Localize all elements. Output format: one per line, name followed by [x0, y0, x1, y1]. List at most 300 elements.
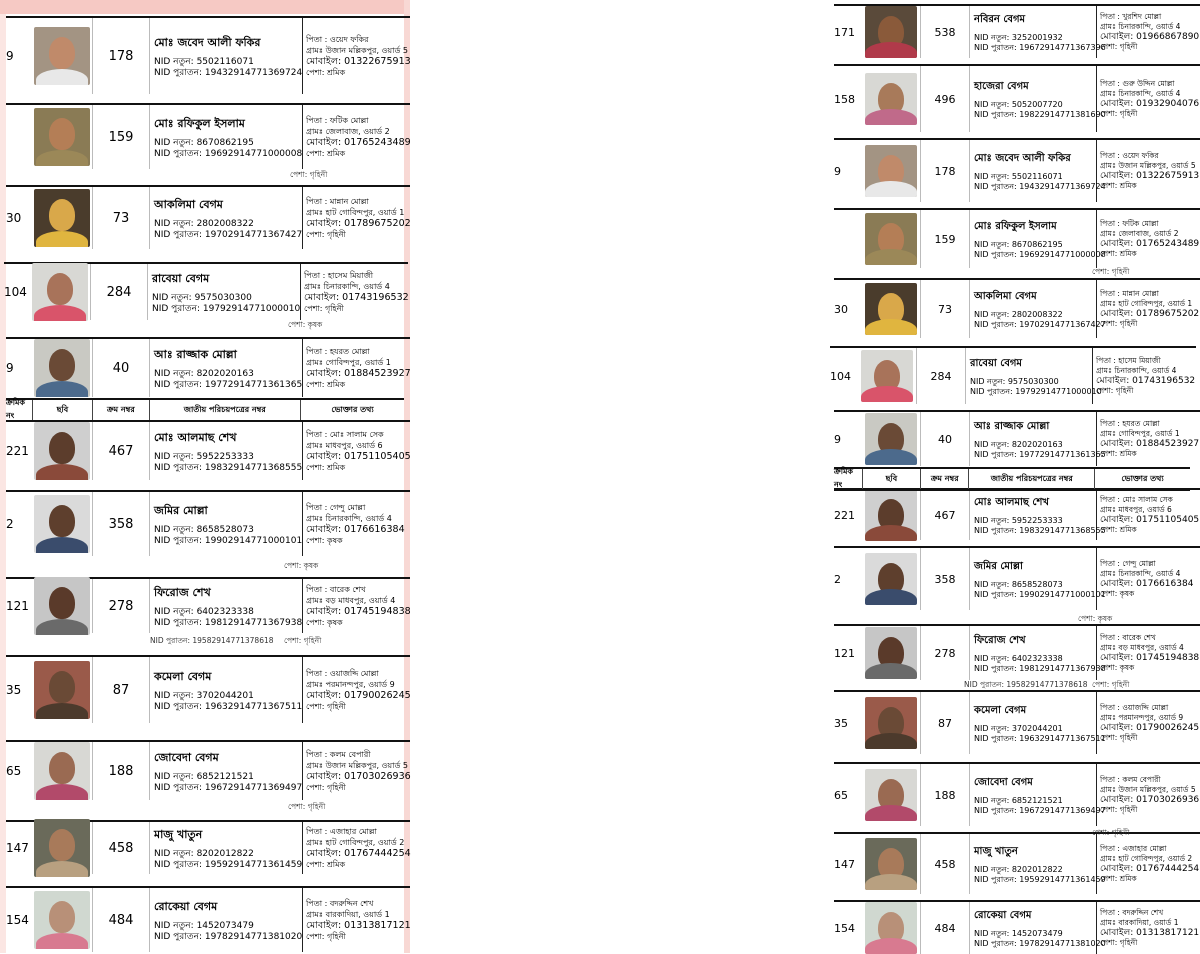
voter-photo — [862, 834, 920, 894]
mobile-number: মোবাইল: 0176616384 — [1100, 579, 1194, 589]
portrait-image — [865, 6, 917, 58]
voter-name-cell — [970, 412, 1106, 466]
row-serial-number: 538 — [920, 6, 970, 58]
nid-old: NID পুরাতন: 19822914771381690 — [974, 109, 1106, 119]
village: গ্রামঃ মাধবপুর, ওয়ার্ড 6 — [306, 441, 383, 450]
nid-new: NID নতুন: 5952253333 — [154, 451, 254, 462]
father-name: পিতা : মান্নান মোল্লা — [306, 197, 369, 206]
occupation: পেশা: গৃহিনী — [306, 932, 346, 941]
nid-new: NID নতুন: 2802008322 — [154, 218, 254, 229]
mobile-number: মোবাইল: 01313817121 — [306, 920, 411, 931]
voter-photo — [862, 66, 920, 132]
nid-new: NID নতুন: 8202012822 — [154, 848, 254, 859]
voter-row — [834, 64, 1200, 132]
nid-old: NID পুরাতন: 19432914771369724 — [974, 181, 1106, 191]
village: গ্রামঃ জেলাবাজ, ওয়ার্ড 2 — [306, 127, 390, 136]
voter-name-cell — [148, 264, 301, 320]
portrait-image — [34, 742, 90, 800]
nid-new: NID নতুন: 3702044201 — [154, 690, 254, 701]
village: গ্রামঃ উজান মল্লিকপুর, ওয়ার্ড 5 — [306, 46, 408, 55]
nid-old: NID পুরাতন: 19902914771000101 — [154, 535, 303, 546]
voter-photo — [32, 18, 92, 94]
nid-new: NID নতুন: 8202020163 — [154, 368, 254, 379]
occupation: পেশা: শ্রমিক — [1100, 449, 1137, 458]
voter-name-cell — [150, 422, 303, 480]
voter-name: আঃ রাজ্জাক মোল্লা — [154, 347, 237, 361]
nid-old: NID পুরাতন: 19772914771361365 — [974, 449, 1106, 459]
village: গ্রামঃ চিনারকান্দি, ওয়ার্ড 4 — [1100, 569, 1181, 578]
voter-photo — [862, 902, 920, 954]
voter-name: মোঃ জবেদ আলী ফকির — [974, 152, 1071, 164]
nid-old: NID পুরাতন: 19702914771367427 — [154, 229, 303, 240]
voter-name: মাজু খাতুন — [154, 827, 203, 841]
row-sl-number: 9 — [834, 164, 841, 178]
ghost-occupation: পেশা: কৃষক — [284, 561, 319, 570]
occupation: পেশা: শ্রমিক — [306, 149, 346, 158]
row-sl-number: 171 — [834, 25, 855, 39]
nid-old: NID পুরাতন: 19672914771367396 — [974, 42, 1106, 52]
voter-name-cell — [970, 834, 1106, 894]
voter-name-cell — [970, 548, 1106, 610]
header-photo: ছবি — [33, 400, 93, 420]
row-serial-number: 159 — [920, 210, 970, 268]
portrait-image — [34, 339, 90, 397]
father-name: পিতা : গুরু উদ্দিন মোল্লা — [1100, 79, 1175, 88]
voter-info-cell — [303, 339, 410, 397]
village: গ্রামঃ হাট গোবিন্দপুর, ওয়ার্ড 2 — [1100, 854, 1193, 863]
voter-photo — [32, 742, 92, 800]
mobile-number: মোবাইল: 01745194838 — [1100, 653, 1200, 663]
nid-old: NID পুরাতন: 19632914771367511 — [974, 733, 1106, 743]
voter-info-cell — [303, 822, 410, 874]
nid-new: NID নতুন: 8658528073 — [974, 579, 1063, 589]
voter-name-cell — [150, 492, 303, 556]
voter-name-cell — [970, 902, 1106, 954]
voter-info-cell — [1097, 548, 1200, 610]
row-sl-number: 9 — [6, 49, 14, 63]
voter-name: মাজু খাতুন — [974, 845, 1018, 857]
nid-new: NID নতুন: 6852121521 — [154, 771, 254, 782]
row-sl-number: 2 — [834, 572, 841, 586]
header-serial: ক্রম নম্বর — [921, 469, 969, 489]
mobile-number: মোবাইল: 01703026936 — [1100, 795, 1200, 805]
nid-old: NID পুরাতন: 19832914771368555 — [974, 525, 1106, 535]
row-serial-number: 284 — [916, 348, 966, 404]
nid-new: NID নতুন: 3702044201 — [974, 723, 1063, 733]
row-serial-number: 87 — [920, 692, 970, 754]
nid-old: NID পুরাতন: 19812914771367938 — [974, 663, 1106, 673]
row-serial-number: 40 — [920, 412, 970, 466]
village: গ্রামঃ চিনারকান্দি, ওয়ার্ড 4 — [1096, 366, 1177, 375]
voter-photo — [32, 657, 92, 723]
portrait-image — [34, 189, 90, 247]
voter-name: জমির মোল্লা — [974, 560, 1023, 572]
nid-old: NID পুরাতন: 19432914771369724 — [154, 67, 303, 78]
voter-info-cell — [303, 742, 410, 800]
voter-name-cell — [970, 692, 1106, 754]
voter-name-cell — [970, 66, 1106, 132]
voter-photo — [32, 888, 92, 952]
mobile-number: মোবাইল: 01322675913 — [1100, 171, 1200, 181]
nid-new: NID নতুন: 8670862195 — [974, 239, 1063, 249]
nid-new: NID নতুন: 5502116071 — [154, 56, 254, 67]
portrait-image — [865, 213, 917, 265]
portrait-image — [865, 769, 917, 821]
portrait-image — [34, 577, 90, 635]
row-serial-number: 73 — [920, 280, 970, 338]
occupation: পেশা: গৃহিনী — [1100, 319, 1138, 328]
occupation: পেশা: শ্রমিক — [1100, 874, 1137, 883]
mobile-number: মোবাইল: 01884523927 — [306, 368, 411, 379]
voter-info-cell — [303, 579, 410, 633]
ghost-occupation: পেশা: কৃষক — [1078, 614, 1113, 623]
nid-new: NID নতুন: 1452073479 — [154, 920, 254, 931]
mobile-number: মোবাইল: 01765243489 — [1100, 239, 1200, 249]
voter-row — [834, 138, 1200, 202]
voter-name-cell — [966, 348, 1102, 404]
voter-photo — [862, 140, 920, 202]
portrait-image — [865, 838, 917, 890]
header-nid: জাতীয় পরিচয়পত্রের নম্বর — [150, 400, 301, 420]
voter-row — [834, 208, 1200, 268]
voter-name: নবিরন বেগম — [974, 13, 1026, 25]
nid-new: NID নতুন: 5502116071 — [974, 171, 1063, 181]
voter-photo — [862, 548, 920, 610]
portrait-image — [34, 891, 90, 949]
row-sl-number: 65 — [6, 764, 22, 778]
voter-info-cell — [303, 657, 410, 723]
portrait-image — [865, 145, 917, 197]
table-header — [6, 398, 404, 422]
voter-name-cell — [970, 210, 1106, 268]
voter-name: মোঃ আলমাছ শেখ — [154, 430, 237, 444]
voter-row — [834, 546, 1200, 610]
row-sl-number: 121 — [834, 646, 855, 660]
row-sl-number: 104 — [830, 369, 851, 383]
portrait-image — [34, 422, 90, 480]
row-serial-number: 73 — [92, 187, 150, 249]
voter-info-cell — [1097, 902, 1200, 954]
nid-new: NID নতুন: 3252001932 — [974, 32, 1063, 42]
mobile-number: মোবাইল: 01743196532 — [304, 292, 409, 303]
voter-name-cell — [150, 579, 303, 633]
village: গ্রামঃ পরমানন্দপুর, ওয়ার্ড 9 — [306, 680, 395, 689]
row-serial-number: 284 — [90, 264, 148, 320]
voter-name-cell — [150, 888, 303, 952]
village: গ্রামঃ বারকাদিয়া, ওয়ার্ড 1 — [1100, 918, 1179, 927]
voter-photo — [862, 280, 920, 338]
occupation: পেশা: কৃষক — [1100, 589, 1135, 598]
nid-new: NID নতুন: 1452073479 — [974, 928, 1063, 938]
father-name: পিতা : ফটিক মোল্লা — [306, 116, 369, 125]
voter-name: রোকেয়া বেগম — [154, 899, 218, 913]
village: গ্রামঃ উজান মল্লিকপুর, ওয়ার্ড 5 — [306, 761, 408, 770]
father-name: পিতা : বারেক শেখ — [1100, 633, 1156, 642]
portrait-image — [865, 73, 917, 125]
voter-name: জোবেদা বেগম — [974, 776, 1033, 788]
occupation: পেশা: গৃহিনী — [1096, 386, 1134, 395]
right-document-panel — [830, 0, 1200, 953]
nid-new: NID নতুন: 5052007720 — [974, 99, 1063, 109]
father-name: পিতা : মান্নান মোল্লা — [1100, 289, 1159, 298]
header-serial: ক্রম নম্বর — [93, 400, 149, 420]
voter-name: মোঃ জবেদ আলী ফকির — [154, 35, 261, 49]
nid-old: NID পুরাতন: 19672914771369497 — [154, 782, 303, 793]
voter-row — [830, 346, 1196, 404]
nid-new: NID নতুন: 2802008322 — [974, 309, 1063, 319]
voter-info-cell — [1097, 834, 1200, 894]
voter-name: রাবেয়া বেগম — [970, 357, 1022, 369]
mobile-number: মোবাইল: 01745194838 — [306, 606, 411, 617]
nid-new: NID নতুন: 8202012822 — [974, 864, 1063, 874]
row-serial-number: 178 — [920, 140, 970, 202]
voter-photo — [862, 412, 920, 466]
voter-name-cell — [150, 742, 303, 800]
mobile-number: মোবাইল: 01790026245 — [306, 690, 411, 701]
voter-info-cell — [1097, 490, 1200, 540]
voter-info-cell — [303, 105, 410, 169]
occupation: পেশা: শ্রমিক — [1100, 525, 1137, 534]
voter-name-cell — [970, 140, 1106, 202]
mobile-number: মোবাইল: 01767444254 — [306, 848, 411, 859]
nid-new: NID নতুন: 9575030300 — [970, 376, 1059, 386]
nid-old: NID পুরাতন: 19782914771381020 — [974, 938, 1106, 948]
header-voter-info: ভোক্তার তথ্য — [1121, 473, 1164, 483]
village: গ্রামঃ জেলাবাজ, ওয়ার্ড 2 — [1100, 229, 1179, 238]
father-name: পিতা : কলম বেপারী — [1100, 775, 1161, 784]
occupation: পেশা: কৃষক — [306, 536, 343, 545]
voter-name-cell — [970, 764, 1106, 826]
village: গ্রামঃ চিনারকান্দি, ওয়ার্ড 4 — [306, 514, 392, 523]
voter-photo — [32, 822, 92, 874]
father-name: পিতা : ফটিক মোল্লা — [1100, 219, 1159, 228]
row-serial-number: 467 — [92, 422, 150, 480]
voter-row — [834, 690, 1200, 754]
nid-new: NID নতুন: 9575030300 — [152, 292, 252, 303]
occupation: পেশা: শ্রমিক — [306, 860, 346, 869]
voter-info-cell — [1097, 210, 1200, 268]
occupation: পেশা: গৃহিনী — [1100, 938, 1138, 947]
father-name: পিতা : ওয়েদ ফকির — [1100, 151, 1159, 160]
voter-name: জোবেদা বেগম — [154, 750, 219, 764]
occupation: পেশা: শ্রমিক — [1100, 181, 1137, 190]
mobile-number: মোবাইল: 01703026936 — [306, 771, 411, 782]
voter-photo — [862, 6, 920, 58]
voter-photo — [32, 105, 92, 169]
row-serial-number: 358 — [920, 548, 970, 610]
father-name: পিতা : হাসেম মিয়াজী — [304, 271, 374, 280]
row-sl-number: 35 — [834, 716, 848, 730]
occupation: পেশা: গৃহিনী — [1100, 805, 1138, 814]
row-serial-number: 458 — [920, 834, 970, 894]
mobile-number: মোবাইল: 01322675913 — [306, 56, 411, 67]
voter-name: আকলিমা বেগম — [154, 197, 223, 211]
row-serial-number: 458 — [92, 822, 150, 874]
voter-row — [834, 762, 1200, 826]
voter-name: মোঃ আলমাছ শেখ — [974, 496, 1049, 508]
row-sl-number: 221 — [6, 444, 29, 458]
voter-info-cell — [1097, 66, 1200, 132]
row-sl-number: 30 — [834, 302, 848, 316]
portrait-image — [34, 819, 90, 877]
table-header — [834, 467, 1190, 491]
voter-name-cell — [150, 18, 303, 94]
mobile-number: মোবাইল: 01751105405 — [1100, 515, 1200, 525]
voter-info-cell — [303, 18, 410, 94]
row-serial-number: 178 — [92, 18, 150, 94]
voter-photo — [32, 492, 92, 556]
voter-row — [834, 832, 1200, 894]
village: গ্রামঃ বড় মাধবপুর, ওয়ার্ড 4 — [306, 596, 396, 605]
voter-row — [834, 410, 1200, 466]
row-serial-number: 358 — [92, 492, 150, 556]
row-serial-number: 467 — [920, 490, 970, 540]
header-sl: ক্রমিক নং — [6, 400, 33, 420]
village: গ্রামঃ পরমানন্দপুর, ওয়ার্ড 9 — [1100, 713, 1184, 722]
mobile-number: মোবাইল: 01789675202 — [1100, 309, 1200, 319]
voter-name: হাজেরা বেগম — [974, 80, 1029, 92]
voter-name: মোঃ রফিকুল ইসলাম — [154, 116, 245, 130]
nid-new: NID নতুন: 8658528073 — [154, 524, 254, 535]
voter-info-cell — [1097, 626, 1200, 680]
voter-name: আঃ রাজ্জাক মোল্লা — [974, 420, 1050, 432]
voter-row — [6, 185, 410, 249]
voter-row — [6, 655, 410, 723]
village: গ্রামঃ চিনারকান্দি, ওয়ার্ড 4 — [1100, 22, 1181, 31]
father-name: পিতা : মোঃ সালাম সেক — [306, 430, 384, 439]
father-name: পিতা : বদরুদ্দিন শেখ — [1100, 908, 1164, 917]
voter-name: রাবেয়া বেগম — [152, 271, 210, 285]
row-sl-number: 121 — [6, 599, 29, 613]
occupation: পেশা: গৃহিনী — [306, 783, 346, 792]
mobile-number: মোবাইল: 01790026245 — [1100, 723, 1200, 733]
row-sl-number: 104 — [4, 285, 27, 299]
row-sl-number: 2 — [6, 517, 14, 531]
voter-row — [6, 820, 410, 874]
voter-row — [834, 278, 1200, 338]
voter-name: রোকেয়া বেগম — [974, 909, 1032, 921]
voter-photo — [862, 692, 920, 754]
mobile-number: মোবাইল: 01966867890 — [1100, 32, 1200, 42]
voter-row — [834, 488, 1200, 540]
ghost-occupation: পেশা: গৃহিনী — [1092, 680, 1130, 689]
row-serial-number: 159 — [92, 105, 150, 169]
father-name: পিতা : খুরশিদ মোল্লা — [1100, 12, 1162, 21]
nid-new: NID নতুন: 6402323338 — [154, 606, 254, 617]
ghost-old-nid: NID পুরাতন: 19582914771378618 — [964, 680, 1088, 689]
occupation: পেশা: গৃহিনী — [306, 230, 346, 239]
village: গ্রামঃ গোবিন্দপুর, ওয়ার্ড 1 — [1100, 429, 1180, 438]
voter-name-cell — [970, 490, 1106, 540]
portrait-image — [865, 283, 917, 335]
row-sl-number: 147 — [834, 857, 855, 871]
row-sl-number: 221 — [834, 508, 855, 522]
ghost-occupation: পেশা: গৃহিনী — [284, 636, 322, 645]
nid-old: NID পুরাতন: 19592914771361459 — [154, 859, 303, 870]
voter-row — [834, 4, 1200, 58]
portrait-image — [861, 350, 913, 402]
village: গ্রামঃ হাট গোবিন্দপুর, ওয়ার্ড 2 — [306, 838, 405, 847]
voter-row — [6, 886, 410, 952]
row-sl-number: 9 — [6, 361, 14, 375]
voter-name: ফিরোজ শেখ — [974, 634, 1026, 646]
voter-photo — [862, 490, 920, 540]
voter-row — [6, 490, 410, 556]
father-name: পিতা : কলম বেপারী — [306, 750, 371, 759]
portrait-image — [34, 27, 90, 85]
father-name: পিতা : ওয়েদ ফকির — [306, 35, 369, 44]
row-sl-number: 9 — [834, 432, 841, 446]
voter-info-cell — [1097, 6, 1200, 58]
ghost-occupation: পেশা: গৃহিনী — [1092, 267, 1130, 276]
mobile-number: মোবাইল: 01743196532 — [1096, 376, 1196, 386]
row-serial-number: 484 — [92, 888, 150, 952]
ghost-occupation: পেশা: গৃহিনী — [290, 170, 328, 179]
voter-row — [6, 337, 410, 397]
occupation: পেশা: শ্রমিক — [1100, 249, 1137, 258]
portrait-image — [865, 902, 917, 954]
mobile-number: মোবাইল: 01313817121 — [1100, 928, 1200, 938]
mobile-number: মোবাইল: 01767444254 — [1100, 864, 1200, 874]
voter-info-cell — [1093, 348, 1196, 404]
portrait-image — [34, 661, 90, 719]
ghost-occupation: পেশা: কৃষক — [288, 320, 323, 329]
portrait-image — [865, 627, 917, 679]
father-name: পিতা : ওয়াজদ্দি মোল্লা — [1100, 703, 1169, 712]
voter-photo — [862, 626, 920, 680]
nid-old: NID পুরাতন: 19782914771381020 — [154, 931, 303, 942]
portrait-image — [34, 108, 90, 166]
voter-name: কমেলা বেগম — [154, 669, 212, 683]
father-name: পিতা : হযরত মোল্লা — [306, 347, 370, 356]
village: গ্রামঃ বড় মাধবপুর, ওয়ার্ড 4 — [1100, 643, 1184, 652]
voter-name-cell — [150, 105, 303, 169]
voter-row — [834, 900, 1200, 954]
voter-photo — [30, 264, 90, 320]
top-edge-shading — [0, 0, 410, 14]
voter-info-cell — [301, 264, 408, 320]
portrait-image — [34, 495, 90, 553]
mobile-number: মোবাইল: 01751105405 — [306, 451, 411, 462]
ghost-occupation: পেশা: গৃহিনী — [1092, 828, 1130, 837]
ghost-old-nid: NID পুরাতন: 19582914771378618 — [150, 636, 274, 645]
occupation: পেশা: শ্রমিক — [306, 68, 346, 77]
occupation: পেশা: গৃহিনী — [1100, 42, 1138, 51]
father-name: পিতা : বারেক শেখ — [306, 585, 366, 594]
mobile-number: মোবাইল: 01884523927 — [1100, 439, 1200, 449]
nid-new: NID নতুন: 5952253333 — [974, 515, 1063, 525]
village: গ্রামঃ হাট গোবিন্দপুর, ওয়ার্ড 1 — [306, 208, 405, 217]
voter-photo — [32, 187, 92, 249]
row-serial-number: 496 — [920, 66, 970, 132]
nid-old: NID পুরাতন: 19632914771367511 — [154, 701, 303, 712]
occupation: পেশা: কৃষক — [306, 618, 343, 627]
row-serial-number: 188 — [92, 742, 150, 800]
father-name: পিতা : হাসেম মিয়াজী — [1096, 356, 1161, 365]
portrait-image — [865, 489, 917, 541]
row-serial-number: 278 — [92, 579, 150, 633]
mobile-number: মোবাইল: 01932904076 — [1100, 99, 1200, 109]
voter-row — [6, 420, 410, 480]
father-name: পিতা : এজাহার মোল্লা — [306, 827, 377, 836]
voter-photo — [32, 339, 92, 397]
voter-photo — [32, 422, 92, 480]
voter-row — [6, 740, 410, 800]
father-name: পিতা : মোঃ সালাম সেক — [1100, 495, 1173, 504]
portrait-image — [32, 263, 88, 321]
portrait-image — [865, 553, 917, 605]
nid-old: NID পুরাতন: 19832914771368555 — [154, 462, 303, 473]
